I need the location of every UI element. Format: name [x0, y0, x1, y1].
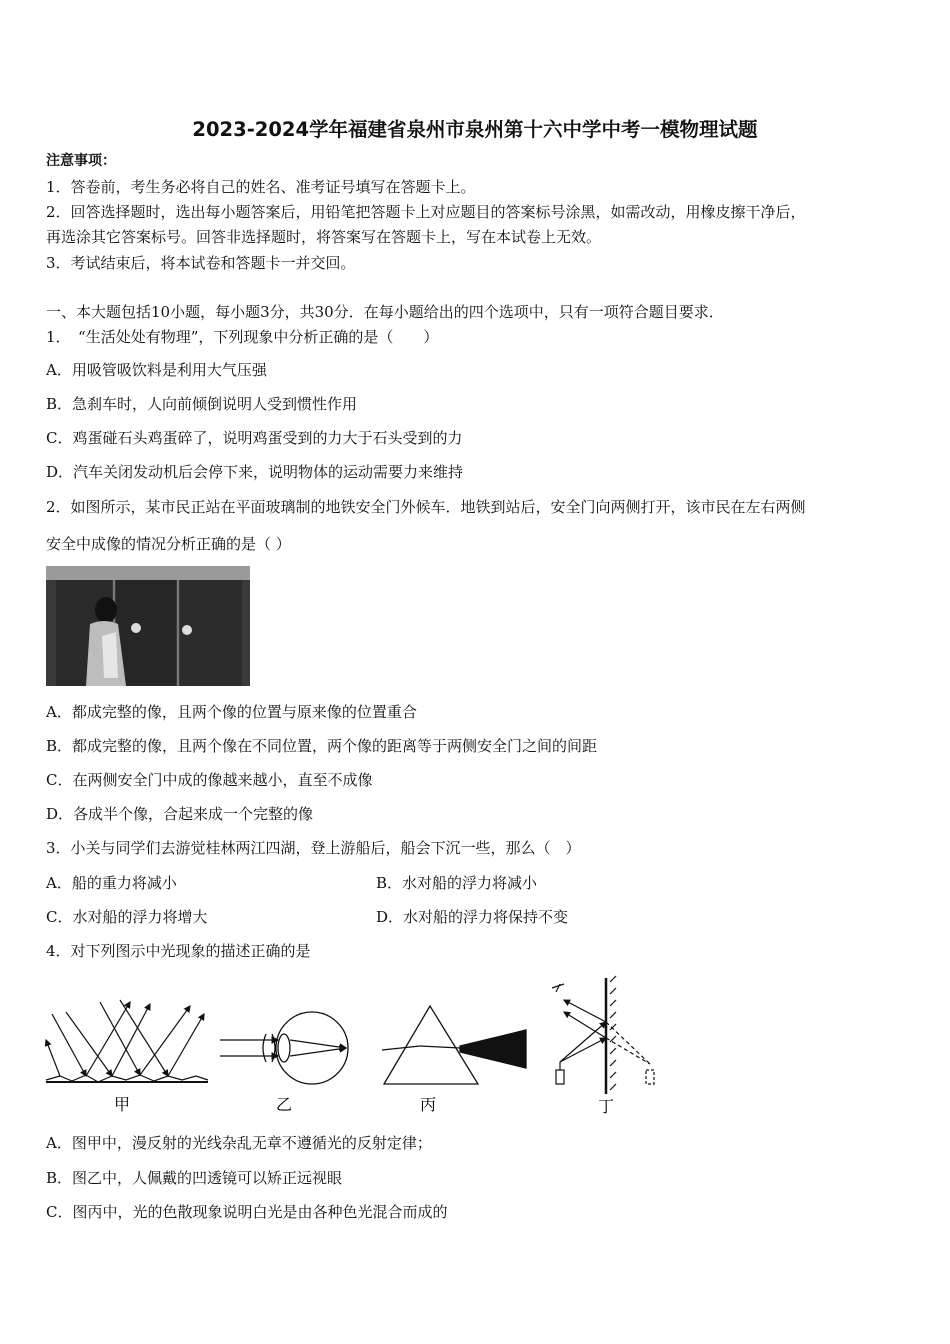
figure-diffuse-reflection — [46, 1000, 208, 1082]
notice-item: 再选涂其它答案标号。回答非选择题时，将答案写在答题卡上，写在本试卷上无效。 — [46, 228, 602, 246]
exam-title: 2023-2024学年福建省泉州市泉州第十六中学中考一模物理试题 — [192, 118, 758, 141]
q1-option-d: D．汽车关闭发动机后会停下来，说明物体的运动需要力来维持 — [46, 463, 464, 481]
q3-option-b: B．水对船的浮力将减小 — [376, 874, 538, 892]
q4-option-a: A．图甲中，漫反射的光线杂乱无章不遵循光的反射定律； — [46, 1134, 432, 1152]
q3-option-c: C．水对船的浮力将增大 — [46, 908, 208, 926]
q2-photo-subway-door — [46, 566, 250, 686]
q3-stem: 3．小关与同学们去游觉桂林两江四湖，登上游船后，船会下沉一些，那么（ ） — [46, 839, 581, 857]
notice-item: 3．考试结束后，将本试卷和答题卡一并交回。 — [46, 254, 356, 272]
notice-heading: 注意事项： — [46, 153, 116, 169]
q4-stem: 4．对下列图示中光现象的描述正确的是 — [46, 942, 311, 960]
q2-option-a: A．都成完整的像，且两个像的位置与原来像的位置重合 — [46, 703, 417, 721]
fig-label-jia: 甲 — [114, 1095, 131, 1114]
notice-item: 2．回答选择题时，选出每小题答案后，用铅笔把答题卡上对应题目的答案标号涂黑，如需改动，用橡皮擦干净后， — [46, 203, 806, 221]
q2-option-d: D．各成半个像，合起来成一个完整的像 — [46, 805, 314, 823]
section-heading: 一、本大题包括10小题，每小题3分，共30分．在每小题给出的四个选项中，只有一项符合题目要求． — [46, 303, 724, 321]
figure-prism-dispersion — [382, 1006, 526, 1084]
q1-option-b: B．急刹车时，人向前倾倒说明人受到惯性作用 — [46, 395, 358, 413]
q4-option-b: B．图乙中，人佩戴的凹透镜可以矫正远视眼 — [46, 1169, 343, 1187]
q2-option-c: C．在两侧安全门中成的像越来越小，直至不成像 — [46, 771, 373, 789]
figure-plane-mirror — [552, 976, 654, 1094]
q1-option-a: A．用吸管吸饮料是利用大气压强 — [46, 361, 267, 379]
q3-option-a: A．船的重力将减小 — [46, 874, 177, 892]
fig-label-yi: 乙 — [276, 1095, 293, 1114]
q2-stem-line1: 2．如图所示，某市民正站在平面玻璃制的地铁安全门外候车．地铁到站后，安全门向两侧打开，该市民在左右两侧 — [46, 498, 806, 516]
fig-label-ding: 丁 — [598, 1097, 615, 1116]
q3-option-d: D．水对船的浮力将保持不变 — [376, 908, 569, 926]
q4-optics-figures — [40, 972, 670, 1122]
q1-stem: 1． “生活处处有物理”，下列现象中分析正确的是（ ） — [46, 328, 439, 346]
fig-label-bing: 丙 — [420, 1095, 437, 1114]
notice-item: 1．答卷前，考生务必将自己的姓名、准考证号填写在答题卡上。 — [46, 178, 476, 196]
q2-option-b: B．都成完整的像，且两个像在不同位置，两个像的距离等于两侧安全门之间的间距 — [46, 737, 598, 755]
figure-eye-lens — [220, 1012, 348, 1084]
q2-stem-line2: 安全中成像的情况分析正确的是（ ） — [46, 535, 291, 553]
q1-option-c: C．鸡蛋碰石头鸡蛋碎了，说明鸡蛋受到的力大于石头受到的力 — [46, 429, 463, 447]
q4-option-c: C．图丙中，光的色散现象说明白光是由各种色光混合而成的 — [46, 1203, 448, 1221]
